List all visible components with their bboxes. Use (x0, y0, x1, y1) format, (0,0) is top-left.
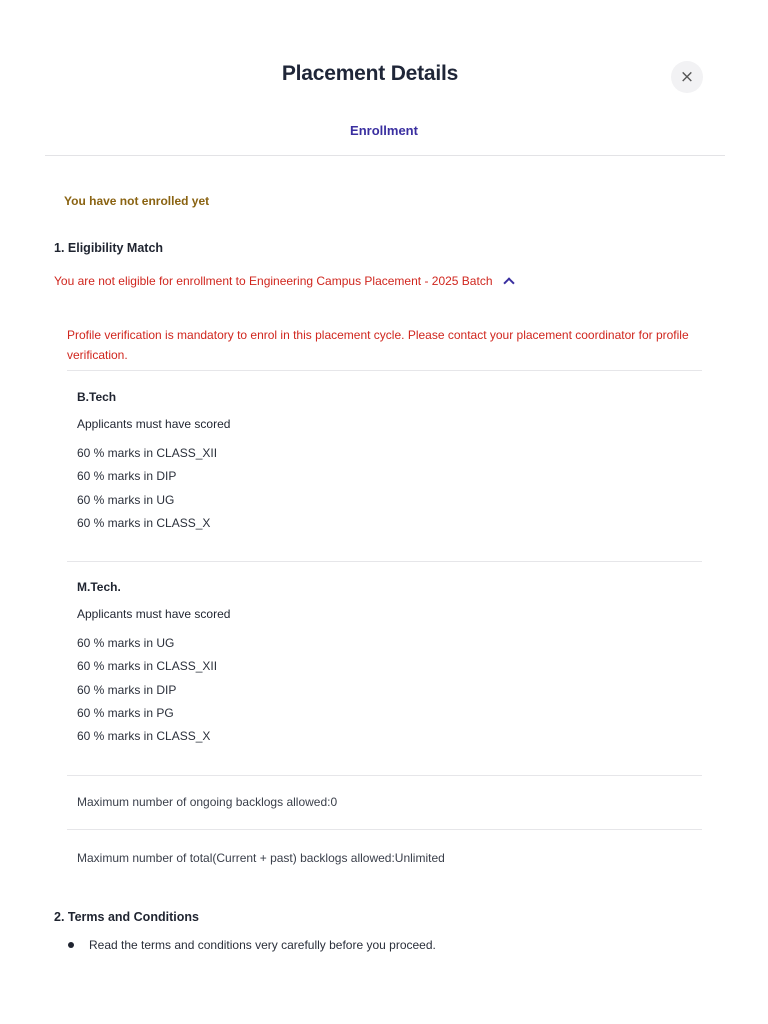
tab-enrollment[interactable]: Enrollment (350, 123, 418, 138)
divider (67, 370, 702, 371)
close-icon: × (679, 67, 695, 87)
requirement-item: 60 % marks in PG (77, 705, 174, 720)
terms-item (68, 938, 436, 952)
divider (67, 829, 702, 830)
chevron-up-icon (503, 277, 514, 288)
terms-item-text: Read the terms and conditions very carefully before you proceed. (89, 938, 436, 952)
course-btech (77, 390, 230, 537)
requirement-list (77, 444, 230, 537)
enrollment-status: You have not enrolled yet (64, 194, 210, 208)
profile-verification-note: Profile verification is mandatory to enrol in this placement cycle. Please contact your placement coordinator for profile verification. (67, 328, 689, 362)
requirement-item: 60 % marks in DIP (77, 469, 177, 484)
eligibility-section-title: 1. Eligibility Match (54, 241, 164, 255)
terms-section-title: 2. Terms and Conditions (54, 910, 199, 924)
ongoing-backlogs: Maximum number of ongoing backlogs allowed:0 (77, 795, 338, 809)
eligibility-warning-text: You are not eligible for enrollment to Engineering Campus Placement - 2025 Batch (54, 274, 493, 288)
requirement-item: 60 % marks in DIP (77, 682, 177, 697)
requirement-item: 60 % marks in UG (77, 492, 175, 507)
requirement-list (77, 634, 230, 750)
bullet-icon (68, 942, 74, 948)
course-name: B.Tech (77, 390, 117, 404)
divider (67, 561, 702, 562)
course-intro: Applicants must have scored (77, 607, 231, 621)
header-divider (45, 155, 725, 156)
requirement-item: 60 % marks in CLASS_XII (77, 659, 218, 674)
course-intro: Applicants must have scored (77, 417, 231, 431)
close-button[interactable] (671, 61, 703, 93)
terms-list (68, 938, 436, 952)
requirement-item: 60 % marks in CLASS_XII (77, 446, 218, 460)
course-name: M.Tech. (77, 580, 121, 594)
requirement-item: 60 % marks in UG (77, 636, 175, 650)
total-backlogs: Maximum number of total(Current + past) backlogs allowed:Unlimited (77, 851, 445, 865)
eligibility-warning-toggle[interactable] (54, 274, 513, 288)
requirement-item: 60 % marks in CLASS_X (77, 729, 211, 744)
course-mtech (77, 580, 230, 750)
requirement-item: 60 % marks in CLASS_X (77, 515, 211, 530)
divider (67, 775, 702, 776)
page-title: Placement Details (281, 62, 459, 85)
modal-header (0, 0, 768, 156)
